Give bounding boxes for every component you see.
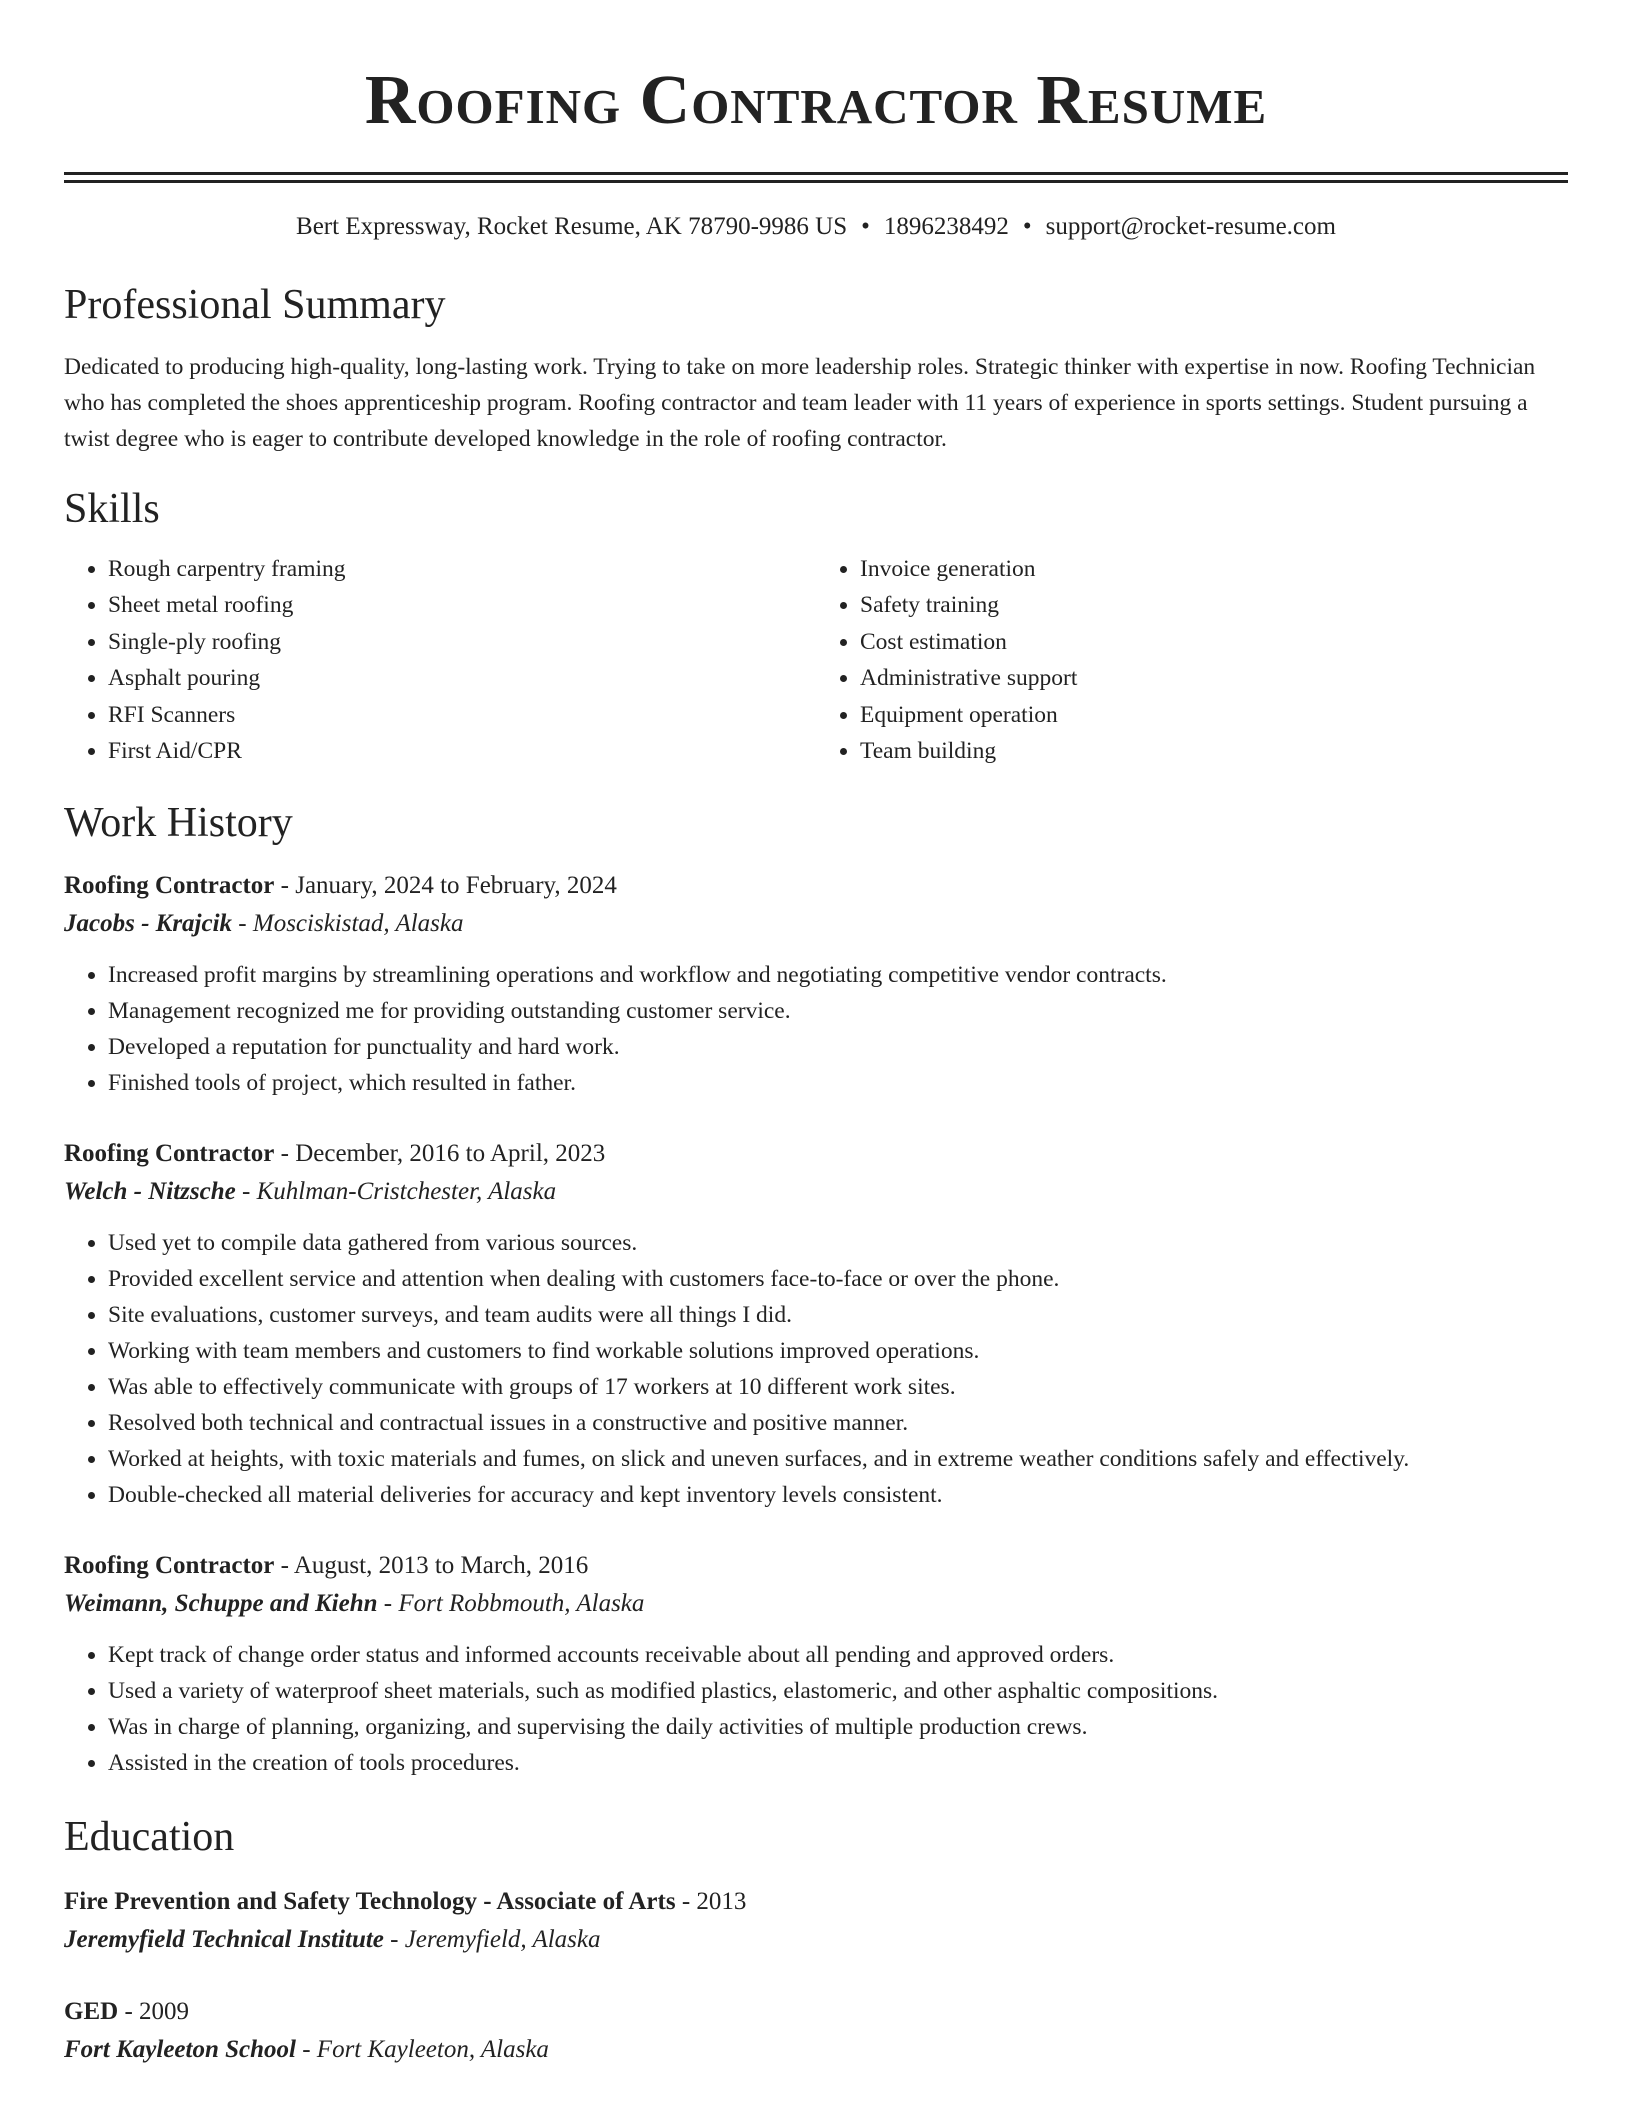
job-bullets [64,1637,1568,1781]
contact-address: Bert Expressway, Rocket Resume, AK 78790-9986 US [296,213,848,240]
job-entry [64,867,1568,1101]
job-bullet: • Used yet to compile data gathered from various sources. [108,1225,1568,1261]
company-name: Weimann, Schuppe and Kiehn [64,1590,378,1618]
degree-line [64,1993,1568,2031]
contact-email[interactable]: support@rocket-resume.com [1045,213,1336,240]
resume-title: Roofing Contractor Resume [364,62,1268,139]
job-title: Roofing Contractor [64,1140,275,1168]
job-bullet: • Was in charge of planning, organizing, and supervising the daily activities of multiple production crews. [108,1709,1568,1745]
skill-item: • Single-ply roofing [108,624,816,660]
job-bullets [64,957,1568,1101]
skill-item: • First Aid/CPR [108,733,816,769]
work-history-section [64,797,1568,1781]
job-entry [64,1547,1568,1781]
job-bullet: • Site evaluations, customer surveys, and team audits were all things I did. [108,1297,1568,1333]
degree-year: - 2013 [681,1888,747,1916]
job-bullet: • Working with team members and customers to find workable solutions improved operations. [108,1333,1568,1369]
job-dates: - August, 2013 to March, 2016 [280,1552,589,1580]
skill-item: • Asphalt pouring [108,660,816,696]
school-name: Fort Kayleeton School [64,2036,296,2064]
summary-text: Dedicated to producing high-quality, long-lasting work. Trying to take on more leadership roles. Strategic thinker with expertise in now. Roofing Technician who has completed the shoes apprenticeship program. Roofing contractor and team leader with 11 years of experience in sports settings. Student pursuing a twist degree who is eager to contribute developed knowledge in the role of roofing contractor. [64,354,1536,452]
skill-item: • RFI Scanners [108,697,816,733]
degree-name: GED [64,1998,119,2026]
education-heading: Education [64,1814,235,1861]
school-line [64,1921,1568,1959]
school-location: - Jeremyfield, Alaska [390,1926,601,1954]
school-location: - Fort Kayleeton, Alaska [302,2036,549,2064]
job-bullet: • Management recognized me for providing outstanding customer service. [108,993,1568,1029]
school-name: Jeremyfield Technical Institute [64,1926,384,1954]
summary-section [64,279,1568,457]
job-dates: - December, 2016 to April, 2023 [280,1140,606,1168]
company-name: Welch - Nitzsche [64,1178,236,1206]
degree-line [64,1883,1568,1921]
education-entry [64,1883,1568,1959]
job-bullet: • Assisted in the creation of tools procedures. [108,1745,1568,1781]
job-dates: - January, 2024 to February, 2024 [280,872,617,900]
job-header [64,1547,1568,1585]
skill-item: • Team building [860,733,1568,769]
job-bullet: • Was able to effectively communicate with groups of 17 workers at 10 different work sites. [108,1369,1568,1405]
degree-year: - 2009 [124,1998,190,2026]
contact-separator: • [1022,213,1032,240]
skill-item: • Safety training [860,587,1568,623]
skills-list-right [816,551,1568,769]
company-location: - Kuhlman-Cristchester, Alaska [242,1178,557,1206]
skill-item: • Invoice generation [860,551,1568,587]
job-bullet: • Finished tools of project, which resulted in father. [108,1065,1568,1101]
job-employer [64,1173,1568,1211]
job-title: Roofing Contractor [64,1552,275,1580]
company-location: - Fort Robbmouth, Alaska [383,1590,645,1618]
company-name: Jacobs - Krajcik [64,910,233,938]
skill-item: • Rough carpentry framing [108,551,816,587]
job-bullet: • Increased profit margins by streamlining operations and workflow and negotiating competitive vendor contracts. [108,957,1568,993]
skills-list-left [64,551,816,769]
education-section [64,1811,1568,2069]
summary-heading: Professional Summary [64,282,446,328]
job-bullet: • Worked at heights, with toxic materials and fumes, on slick and uneven surfaces, and in extreme weather conditions safely and effectively. [108,1441,1568,1477]
education-entry [64,1993,1568,2069]
job-bullets [64,1225,1568,1513]
skill-item: • Sheet metal roofing [108,587,816,623]
skill-item: • Cost estimation [860,624,1568,660]
school-line [64,2031,1568,2069]
title-divider [64,172,1568,183]
job-bullet: • Developed a reputation for punctuality and hard work. [108,1029,1568,1065]
job-bullet: • Resolved both technical and contractual issues in a constructive and positive manner. [108,1405,1568,1441]
skill-item: • Equipment operation [860,697,1568,733]
job-bullet: • Used a variety of waterproof sheet materials, such as modified plastics, elastomeric, and other asphaltic compositions. [108,1673,1568,1709]
job-header [64,867,1568,905]
skills-section [64,483,1568,769]
contact-line [64,209,1568,245]
degree-name: Fire Prevention and Safety Technology - Associate of Arts [64,1888,676,1916]
job-header [64,1135,1568,1173]
skills-columns [64,551,1568,769]
job-employer [64,905,1568,943]
job-bullet: • Kept track of change order status and informed accounts receivable about all pending and approved orders. [108,1637,1568,1673]
job-employer [64,1585,1568,1623]
skills-heading: Skills [64,486,160,532]
company-location: - Mosciskistad, Alaska [238,910,464,938]
work-history-heading: Work History [64,800,293,847]
job-title: Roofing Contractor [64,872,275,900]
contact-phone: 1896238492 [883,213,1009,240]
job-bullet: • Double-checked all material deliveries for accuracy and kept inventory levels consistent. [108,1477,1568,1513]
skill-item: • Administrative support [860,660,1568,696]
job-bullet: • Provided excellent service and attention when dealing with customers face-to-face or over the phone. [108,1261,1568,1297]
contact-separator: • [861,213,870,240]
job-entry [64,1135,1568,1513]
